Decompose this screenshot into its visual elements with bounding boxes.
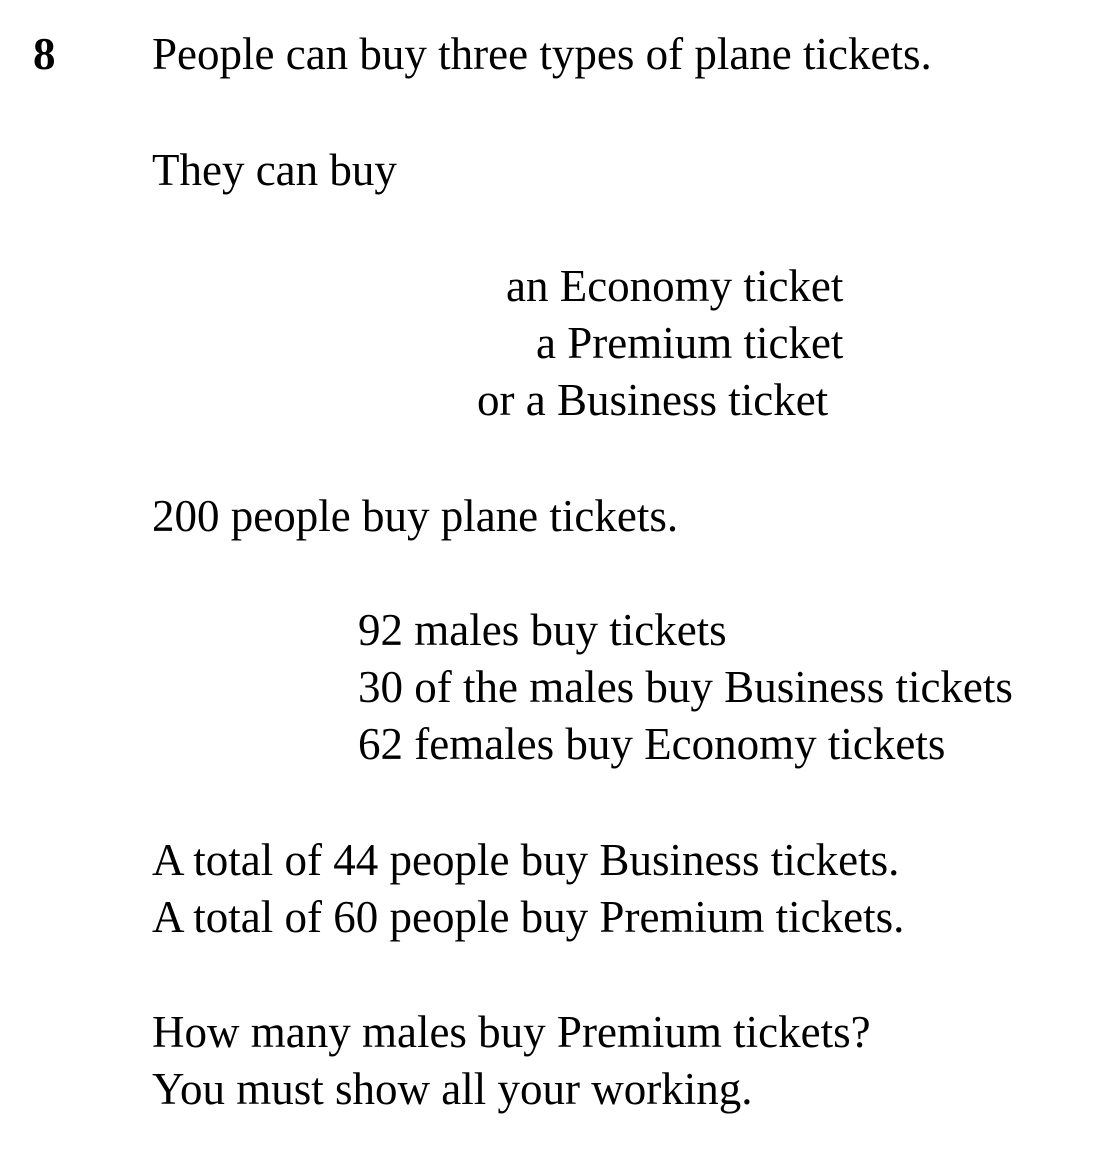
ticket-option-economy: an Economy ticket: [506, 261, 844, 311]
ticket-option-business: or a Business ticket: [477, 375, 829, 425]
question-intro: People can buy three types of plane tickets.: [152, 29, 932, 79]
total-premium-statement: A total of 60 people buy Premium tickets.: [152, 892, 905, 942]
total-business-statement: A total of 44 people buy Business tickets.: [152, 835, 900, 885]
question-prompt: How many males buy Premium tickets?: [152, 1007, 871, 1057]
fact-females-economy: 62 females buy Economy tickets: [358, 719, 946, 769]
fact-males-total: 92 males buy tickets: [358, 605, 727, 655]
ticket-option-premium: a Premium ticket: [536, 318, 844, 368]
total-people-statement: 200 people buy plane tickets.: [152, 491, 679, 541]
they-can-buy-text: They can buy: [152, 145, 397, 195]
working-instruction: You must show all your working.: [152, 1064, 753, 1114]
fact-males-business: 30 of the males buy Business tickets: [358, 662, 1013, 712]
question-number: 8: [33, 29, 56, 79]
